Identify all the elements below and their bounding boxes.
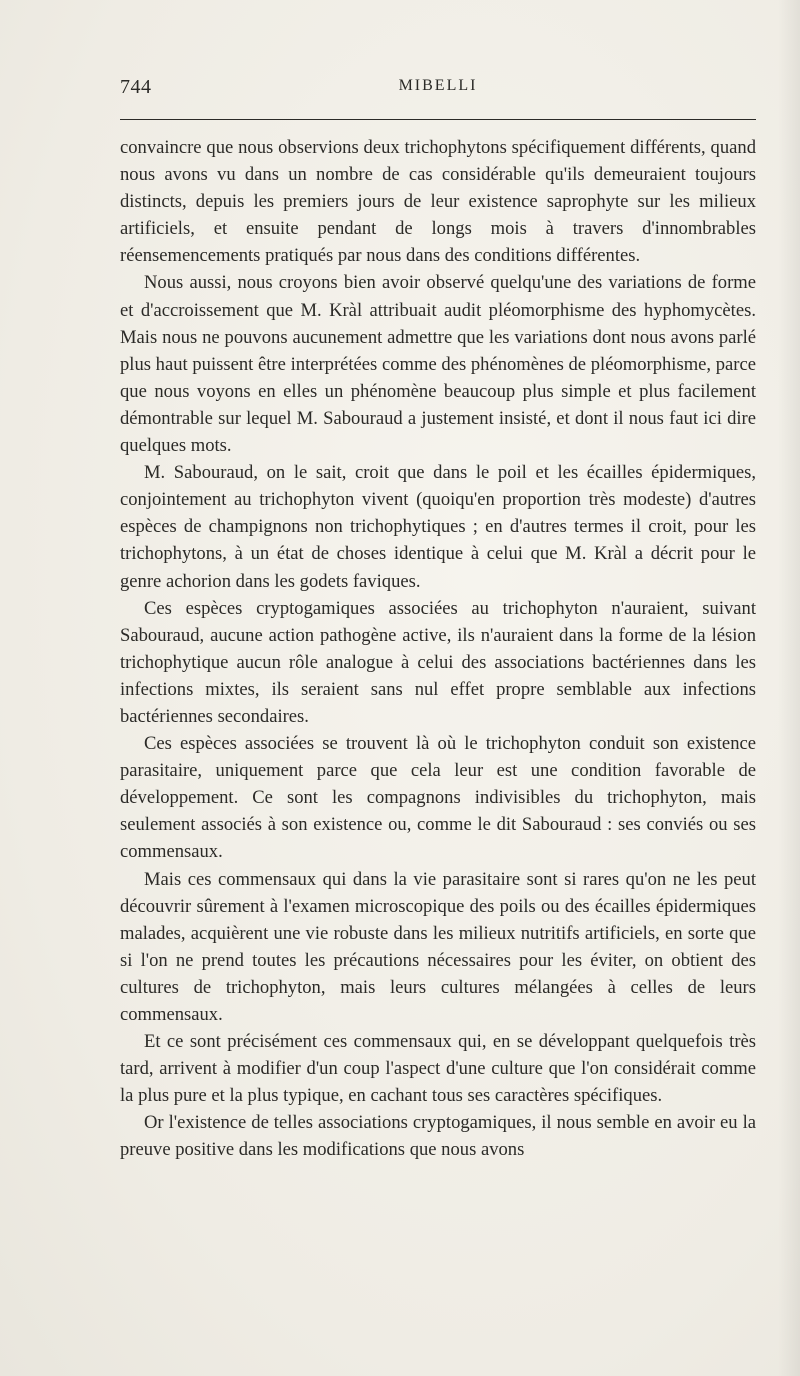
paragraph: Or l'existence de telles associations cryptogamiques, il nous semble en avoir eu la preuve positive dans les modifications que nous avons [120, 1112, 756, 1161]
page-number: 744 [120, 76, 152, 98]
body-text [120, 134, 756, 1164]
running-head: MIBELLI [398, 77, 478, 94]
paragraph: Et ce sont précisément ces commensaux qui, en se développant quelquefois très tard, arrivent à modifier d'un coup l'aspect d'une culture que l'on considérait comme la plus pure et la plus typique, en cachant tous ses caractères spécifiques. [120, 1031, 756, 1107]
paragraph: Ces espèces cryptogamiques associées au trichophyton n'auraient, suivant Sabouraud, aucune action pathogène active, ils n'auraient dans la forme de la lésion trichophytique aucun rôle analogue à celui des associations bactériennes dans les infections mixtes, ils seraient sans nul effet propre semblable aux infections bactériennes secondaires. [120, 597, 756, 727]
paragraph: Ces espèces associées se trouvent là où le trichophyton conduit son existence parasitaire, uniquement parce que cela leur est une condition favorable de développement. Ce sont les compagnons indivisibles du trichophyton, mais seulement associés à son existence ou, comme le dit Sabouraud : ses conviés ou ses commensaux. [120, 733, 756, 863]
header-rule [120, 119, 756, 120]
page-header [120, 76, 756, 102]
paragraph: convaincre que nous observions deux trichophytons spécifiquement différents, quand nous avons vu dans un nombre de cas considérable qu'ils demeuraient toujours distincts, depuis les premiers jours de leur existence saprophyte sur les milieux artificiels, et ensuite pendant de longs mois à travers d'innombrables réensemencements pratiqués par nous dans des conditions différentes. [120, 137, 756, 267]
page-edge-shadow [778, 0, 800, 1376]
paragraph: Mais ces commensaux qui dans la vie parasitaire sont si rares qu'on ne les peut découvrir sûrement à l'examen microscopique des poils ou des écailles épidermiques malades, acquièrent une vie robuste dans les milieux nutritifs artificiels, en sorte que si l'on ne prend toutes les précautions nécessaires pour les éviter, on obtient des cultures de trichophyton, mais leurs cultures mélangées à celles de leurs commensaux. [120, 868, 756, 1025]
paragraph: M. Sabouraud, on le sait, croit que dans le poil et les écailles épidermiques, conjointement au trichophyton vivent (quoiqu'en proportion très modeste) d'autres espèces de champignons non trichophytiques ; en d'autres termes il croit, pour les trichophytons, à un état de choses identique à celui que M. Kràl a décrit pour le genre achorion dans les godets faviques. [120, 462, 756, 592]
paragraph: Nous aussi, nous croyons bien avoir observé quelqu'une des variations de forme et d'accroissement que M. Kràl attribuait audit pléomorphisme des hyphomycètes. Mais nous ne pouvons aucunement admettre que les variations dont nous avons parlé plus haut puissent être interprétées comme des phénomènes de pléomorphisme, parce que nous voyons en elles un phénomène beaucoup plus simple et plus facilement démontrable sur lequel M. Sabouraud a justement insisté, et dont il nous faut ici dire quelques mots. [120, 272, 756, 457]
